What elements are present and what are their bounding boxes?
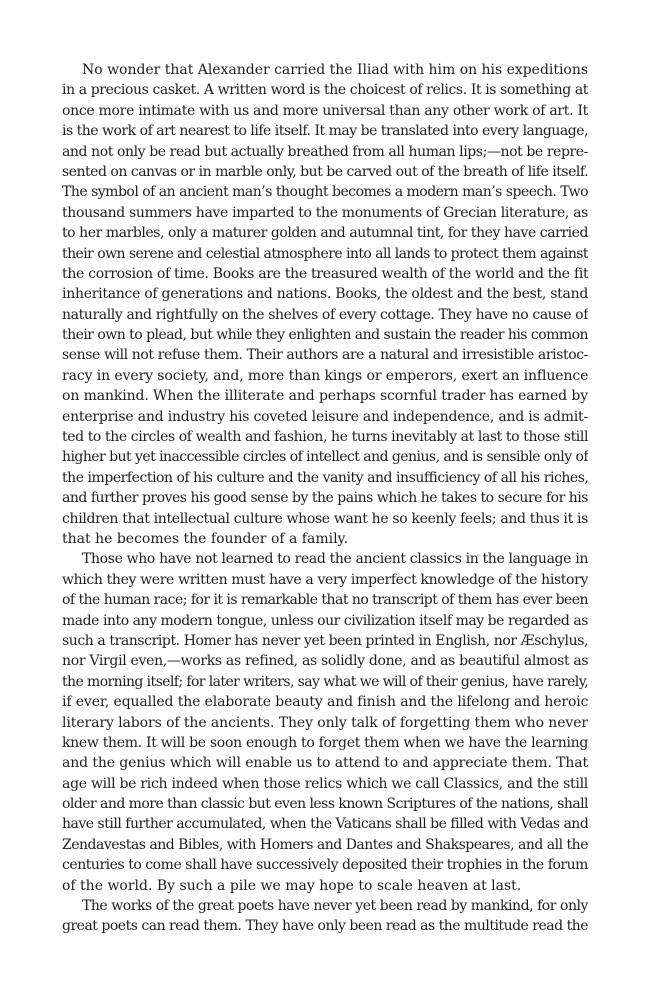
text-line: centuries to come shall have successively deposited their trophies in the forum xyxy=(62,857,588,874)
text-line: of the human race; for it is remarkable that no transcript of them has ever been xyxy=(62,592,588,609)
text-line: such a transcript. Homer has never yet been printed in English, nor Æschylus, xyxy=(62,632,588,649)
text-line: and the genius which will enable us to attend to and appreciate them. That xyxy=(62,755,588,772)
text-line: if ever, equalled the elaborate beauty and finish and the lifelong and heroic xyxy=(62,694,588,711)
text-line: the corrosion of time. Books are the treasured wealth of the world and the fit xyxy=(62,265,588,282)
text-line: nor Virgil even,—works as refined, as solidly done, and as beautiful almost as xyxy=(62,653,588,670)
text-line: of the world. By such a pile we may hope to scale heaven at last. xyxy=(62,877,522,894)
text-line: No wonder that Alexander carried the Iliad with him on his expeditions xyxy=(82,62,588,78)
text-line: once more intimate with us and more universal than any other work of art. It xyxy=(62,102,588,119)
text-line: is the work of art nearest to life itself. It may be translated into every language, xyxy=(62,123,588,140)
text-line: to her marbles, only a maturer golden and autumnal tint, for they have carried xyxy=(62,225,588,242)
text-line: inheritance of generations and nations. Books, the oldest and the best, stand xyxy=(62,286,588,303)
paragraph xyxy=(62,549,588,896)
text-line: older and more than classic but even less known Scriptures of the nations, shall xyxy=(62,796,588,813)
text-line: Zendavestas and Bibles, with Homers and Dantes and Shakspeares, and all the xyxy=(62,836,588,853)
text-line: knew them. It will be soon enough to forget them when we have the learning xyxy=(62,734,588,751)
text-line: Those who have not learned to read the ancient classics in the language in xyxy=(82,551,588,568)
text-line: enterprise and industry his coveted leisure and independence, and is admit- xyxy=(62,408,588,425)
text-line: racy in every society, and, more than kings or emperors, exert an influence xyxy=(62,367,588,384)
document-page xyxy=(62,60,588,937)
text-line: The works of the great poets have never yet been read by mankind, for only xyxy=(82,898,588,915)
text-line: their own to plead, but while they enlighten and sustain the reader his common xyxy=(62,327,588,344)
text-line: children that intellectual culture whose want he so keenly feels; and thus it is xyxy=(62,510,588,527)
text-line: on mankind. When the illiterate and perhaps scornful trader has earned by xyxy=(62,388,588,405)
text-line: and further proves his good sense by the pains which he takes to secure for his xyxy=(62,490,588,507)
text-line: naturally and rightfully on the shelves of every cottage. They have no cause of xyxy=(62,306,588,323)
text-line: made into any modern tongue, unless our civilization itself may be regarded as xyxy=(62,612,588,629)
paragraph xyxy=(62,896,588,937)
text-line: their own serene and celestial atmosphere into all lands to protect them against xyxy=(62,245,588,262)
text-line: higher but yet inaccessible circles of intellect and genius, and is sensible only of xyxy=(62,449,588,466)
text-line: the morning itself; for later writers, say what we will of their genius, have rarely, xyxy=(62,673,588,690)
text-line: and not only be read but actually breathed from all human lips;—not be repre- xyxy=(62,143,588,160)
text-line: which they were written must have a very imperfect knowledge of the history xyxy=(62,571,588,588)
paragraph xyxy=(62,60,588,549)
text-line: The symbol of an ancient man’s thought becomes a modern man’s speech. Two xyxy=(62,184,588,201)
text-line: sented on canvas or in marble only, but be carved out of the breath of life itself. xyxy=(62,163,588,180)
text-line: sense will not refuse them. Their authors are a natural and irresistible aristoc- xyxy=(62,347,588,364)
text-line: the imperfection of his culture and the vanity and insufficiency of all his riches, xyxy=(62,469,588,486)
text-line: great poets can read them. They have only been read as the multitude read the xyxy=(62,918,588,935)
text-line: that he becomes the founder of a family. xyxy=(62,530,349,547)
text-line: thousand summers have imparted to the monuments of Grecian literature, as xyxy=(62,204,588,221)
text-line: have still further accumulated, when the Vaticans shall be filled with Vedas and xyxy=(62,816,588,833)
text-line: in a precious casket. A written word is the choicest of relics. It is something at xyxy=(62,82,588,99)
text-line: ted to the circles of wealth and fashion, he turns inevitably at last to those still xyxy=(62,429,588,446)
text-line: literary labors of the ancients. They only talk of forgetting them who never xyxy=(62,714,588,731)
text-line: age will be rich indeed when those relics which we call Classics, and the still xyxy=(62,775,588,792)
